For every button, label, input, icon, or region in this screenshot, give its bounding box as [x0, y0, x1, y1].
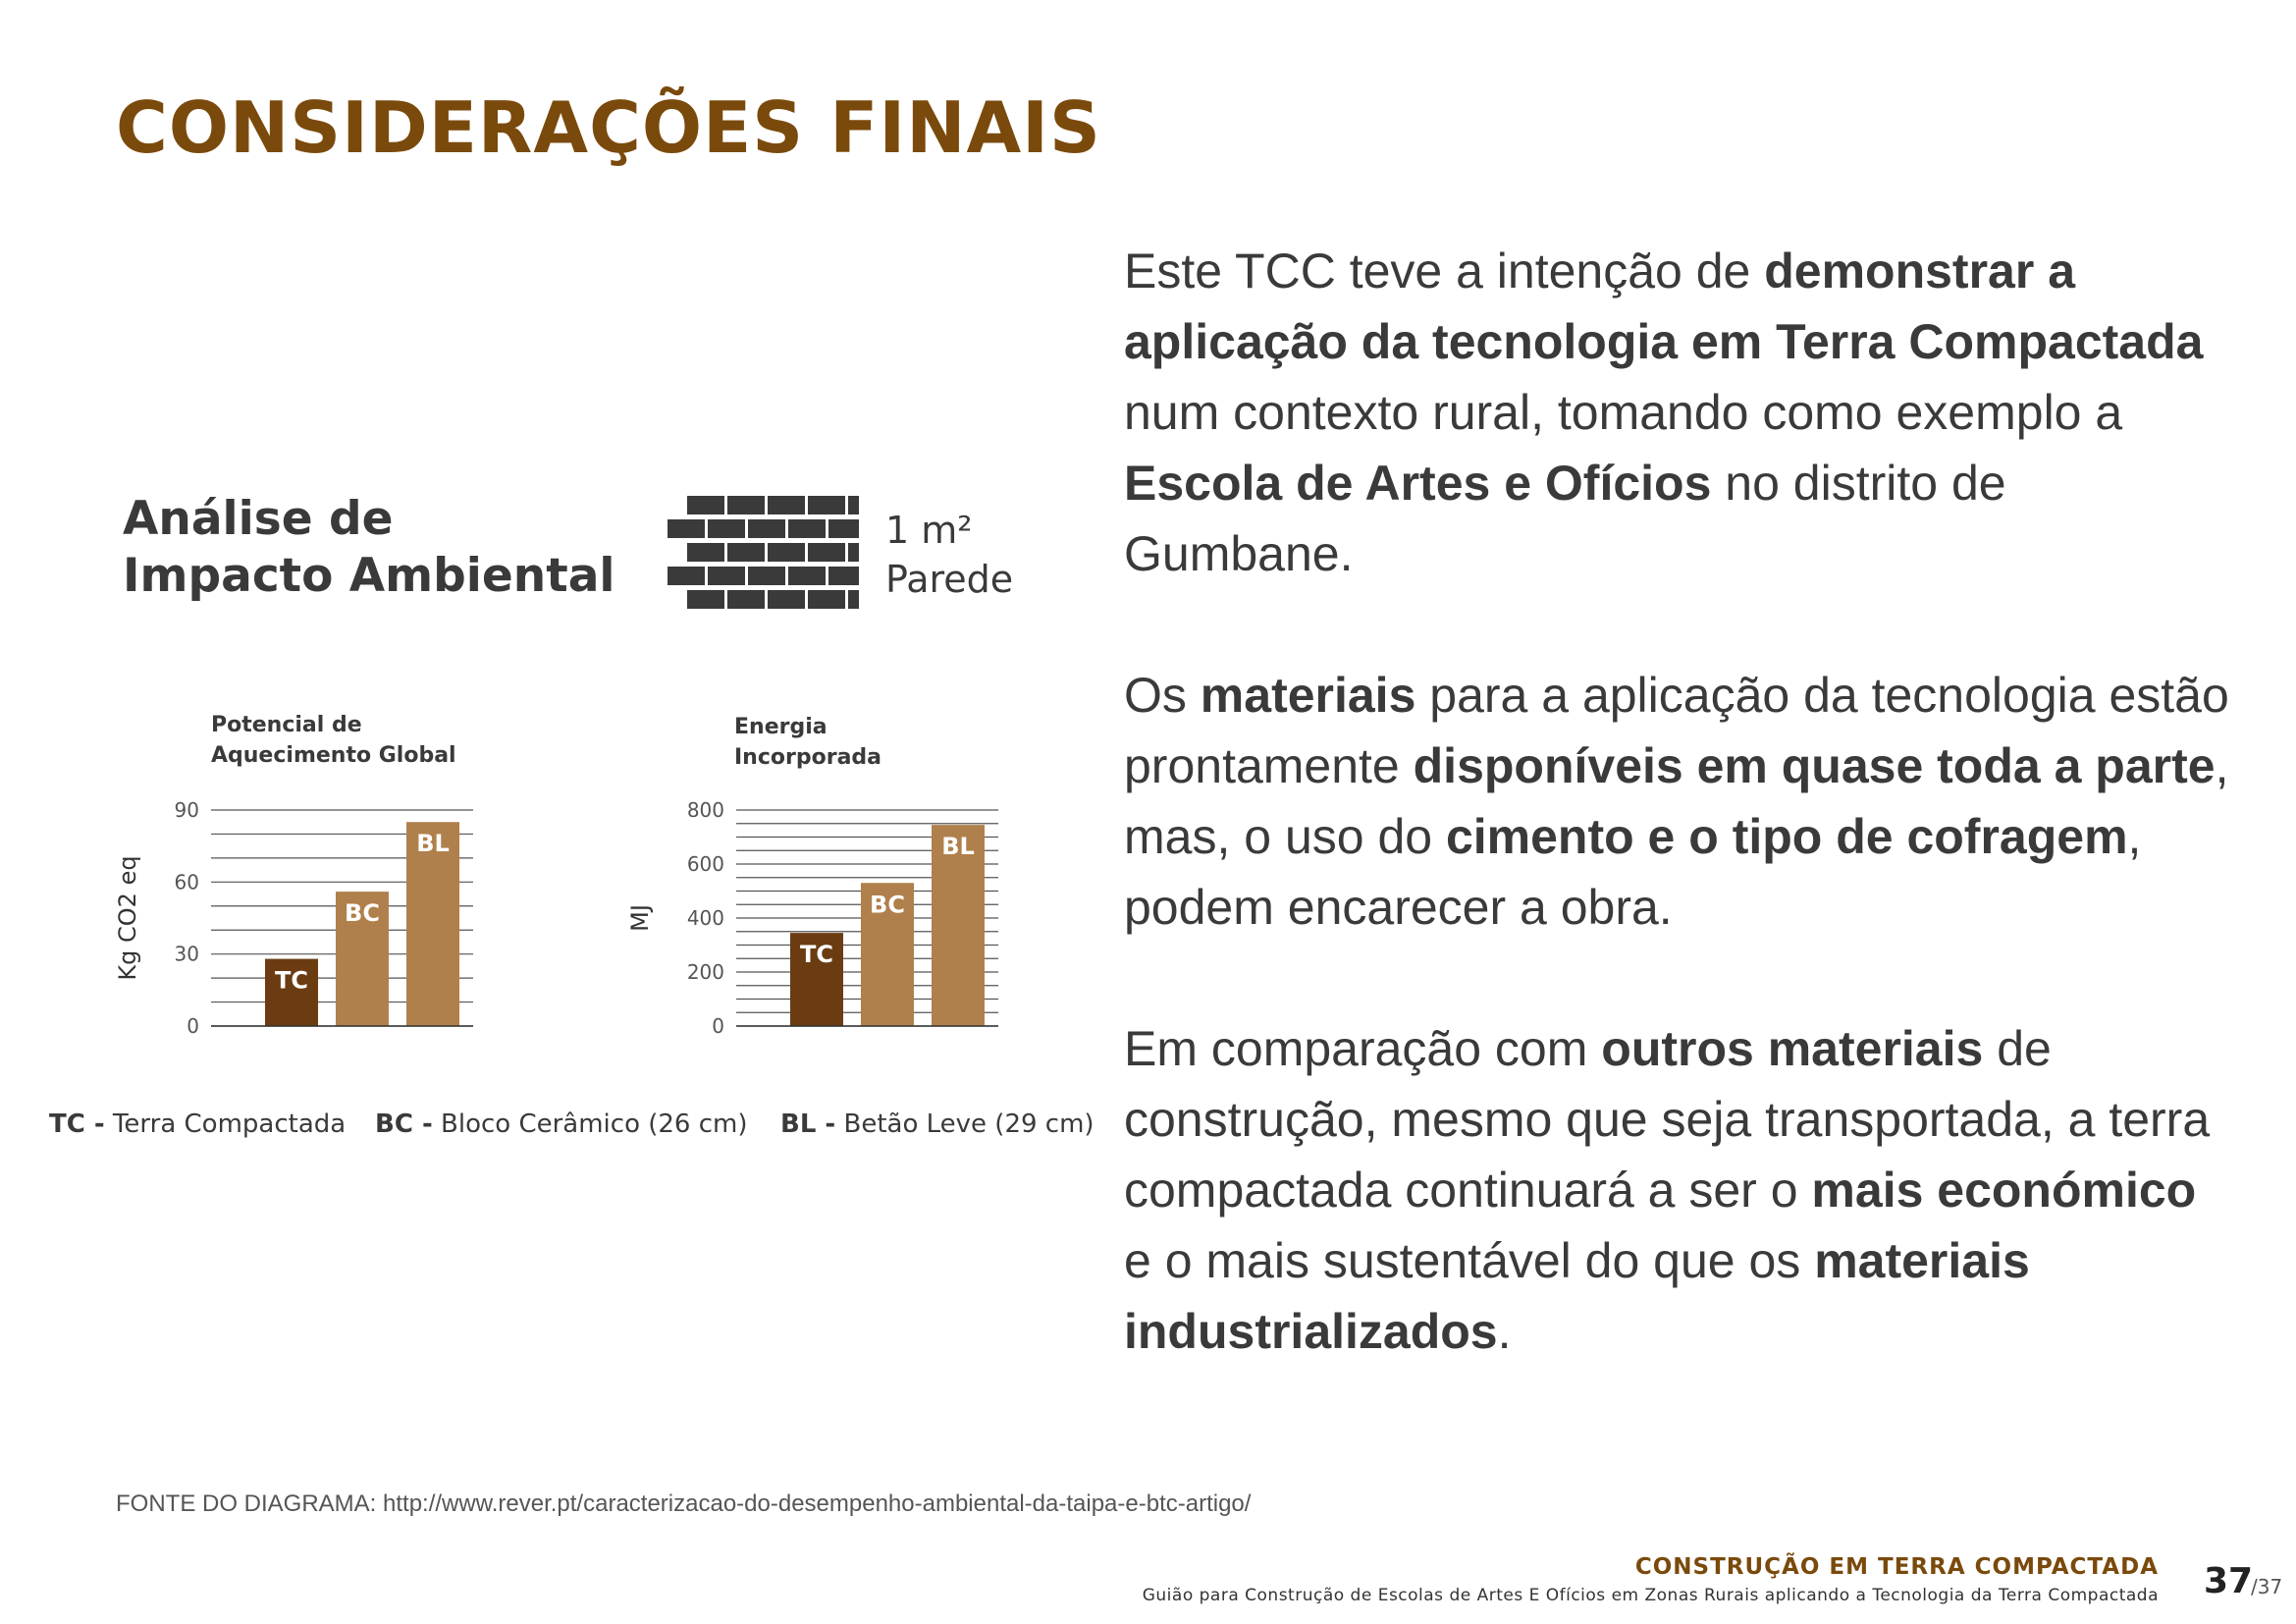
paragraph-segment: materiais: [1200, 668, 1416, 723]
paragraph-segment: num contexto rural, tomando como exemplo a: [1124, 385, 2123, 440]
page-title: CONSIDERAÇÕES FINAIS: [116, 86, 1101, 169]
paragraph-segment: para a aplicação da tecnologia estão prontamente: [1124, 668, 2229, 793]
conclusion-text: [1124, 236, 2233, 1437]
bar-label: TC: [275, 966, 308, 995]
analysis-title: [123, 491, 615, 605]
brick: [687, 543, 724, 562]
paragraph-segment: , mas, o uso do: [1124, 738, 2229, 864]
brick: [727, 590, 765, 609]
paragraph-segment: .: [1497, 1304, 1512, 1359]
y-tick-label: 600: [686, 852, 724, 876]
bar-label: BC: [345, 899, 380, 928]
paragraph-segment: Este TCC teve a intenção de: [1124, 244, 1765, 298]
paragraph-segment: demonstrar a aplicação da tecnologia em Terra Compactada: [1124, 244, 2204, 369]
brick: [848, 496, 859, 514]
legend-item-bc: BC - Bloco Cerâmico (26 cm): [375, 1110, 748, 1139]
paragraph-segment: Escola de Artes e Ofícios: [1124, 456, 1712, 511]
paragraph-segment: Em comparação com: [1124, 1021, 1602, 1076]
brick: [808, 496, 845, 514]
brick: [667, 519, 705, 538]
y-tick-label: 60: [174, 870, 199, 894]
brick: [727, 496, 765, 514]
legend-item-bl: BL - Betão Leve (29 cm): [780, 1110, 1095, 1139]
brick: [687, 496, 724, 514]
brick: [848, 543, 859, 562]
brick: [708, 519, 745, 538]
brick: [687, 590, 724, 609]
paragraph-1: [1124, 236, 2233, 589]
paragraph-segment: materiais industrializados: [1124, 1233, 2030, 1359]
paragraph-segment: disponíveis em quase toda a parte: [1413, 738, 2216, 793]
y-tick-label: 0: [712, 1014, 724, 1038]
brick: [768, 543, 805, 562]
footer-brand: [1143, 1554, 2159, 1605]
y-tick-label: 800: [686, 800, 724, 822]
paragraph-segment: mais económico: [1811, 1163, 2197, 1218]
unit-label: [885, 506, 1013, 604]
bar-label: BC: [870, 891, 905, 919]
y-tick-label: 200: [686, 960, 724, 984]
analysis-title-line1: Análise de: [123, 492, 394, 546]
paragraph-segment: de construção, mesmo que seja transportada, a terra compactada continuará a ser o: [1124, 1021, 2211, 1218]
chart-global-warming: [108, 800, 481, 1046]
brick: [708, 567, 745, 585]
unit-area: 1 m²: [885, 509, 973, 552]
brick: [808, 543, 845, 562]
paragraph-segment: Os: [1124, 668, 1201, 723]
brick: [848, 590, 859, 609]
chart-2-title: Energia Incorporada: [734, 715, 882, 770]
paragraph-segment: no distrito de Gumbane.: [1124, 456, 2006, 581]
brick: [768, 496, 805, 514]
paragraph-2: [1124, 660, 2233, 943]
y-tick-label: 90: [174, 800, 199, 822]
brick: [748, 567, 785, 585]
brick: [828, 519, 859, 538]
paragraph-segment: e o mais sustentável do que os: [1124, 1233, 1815, 1288]
bar-label: BL: [941, 833, 975, 861]
chart-embodied-energy: [604, 800, 1006, 1046]
y-tick-label: 0: [187, 1014, 199, 1038]
brick: [788, 567, 826, 585]
brick-wall-icon: [667, 496, 859, 612]
footer-title: CONSTRUÇÃO EM TERRA COMPACTADA: [1634, 1554, 2159, 1580]
chart-1-title: Potencial de Aquecimento Global: [211, 713, 456, 768]
diagram-source: FONTE DO DIAGRAMA: http://www.rever.pt/caracterizacao-do-desempenho-ambiental-da-taipa-e-btc-artigo/: [116, 1490, 1252, 1517]
paragraph-segment: outros materiais: [1601, 1021, 1984, 1076]
brick: [808, 590, 845, 609]
brick: [727, 543, 765, 562]
bar-label: TC: [800, 941, 833, 969]
y-tick-label: 30: [174, 942, 199, 966]
unit-type: Parede: [885, 558, 1014, 601]
paragraph-segment: , podem encarecer a obra.: [1124, 809, 2142, 935]
brick: [768, 590, 805, 609]
footer-subtitle: Guião para Construção de Escolas de Artes E Ofícios em Zonas Rurais aplicando a Tecnologia da Terra Compactada: [1142, 1586, 2159, 1605]
bar-label: BL: [416, 830, 450, 858]
page-total: /37: [2251, 1575, 2283, 1598]
paragraph-3: [1124, 1013, 2233, 1367]
y-axis-label: Kg CO2 eq: [114, 855, 141, 981]
legend-item-tc: TC - Terra Compactada: [49, 1110, 347, 1139]
paragraph-segment: cimento e o tipo de cofragem: [1445, 809, 2128, 864]
brick: [788, 519, 826, 538]
brick: [748, 519, 785, 538]
brick: [667, 567, 705, 585]
analysis-title-line2: Impacto Ambiental: [123, 549, 615, 603]
brick: [828, 567, 859, 585]
page-number: 37: [2204, 1561, 2254, 1601]
y-tick-label: 400: [686, 906, 724, 930]
y-axis-label: MJ: [626, 904, 654, 932]
